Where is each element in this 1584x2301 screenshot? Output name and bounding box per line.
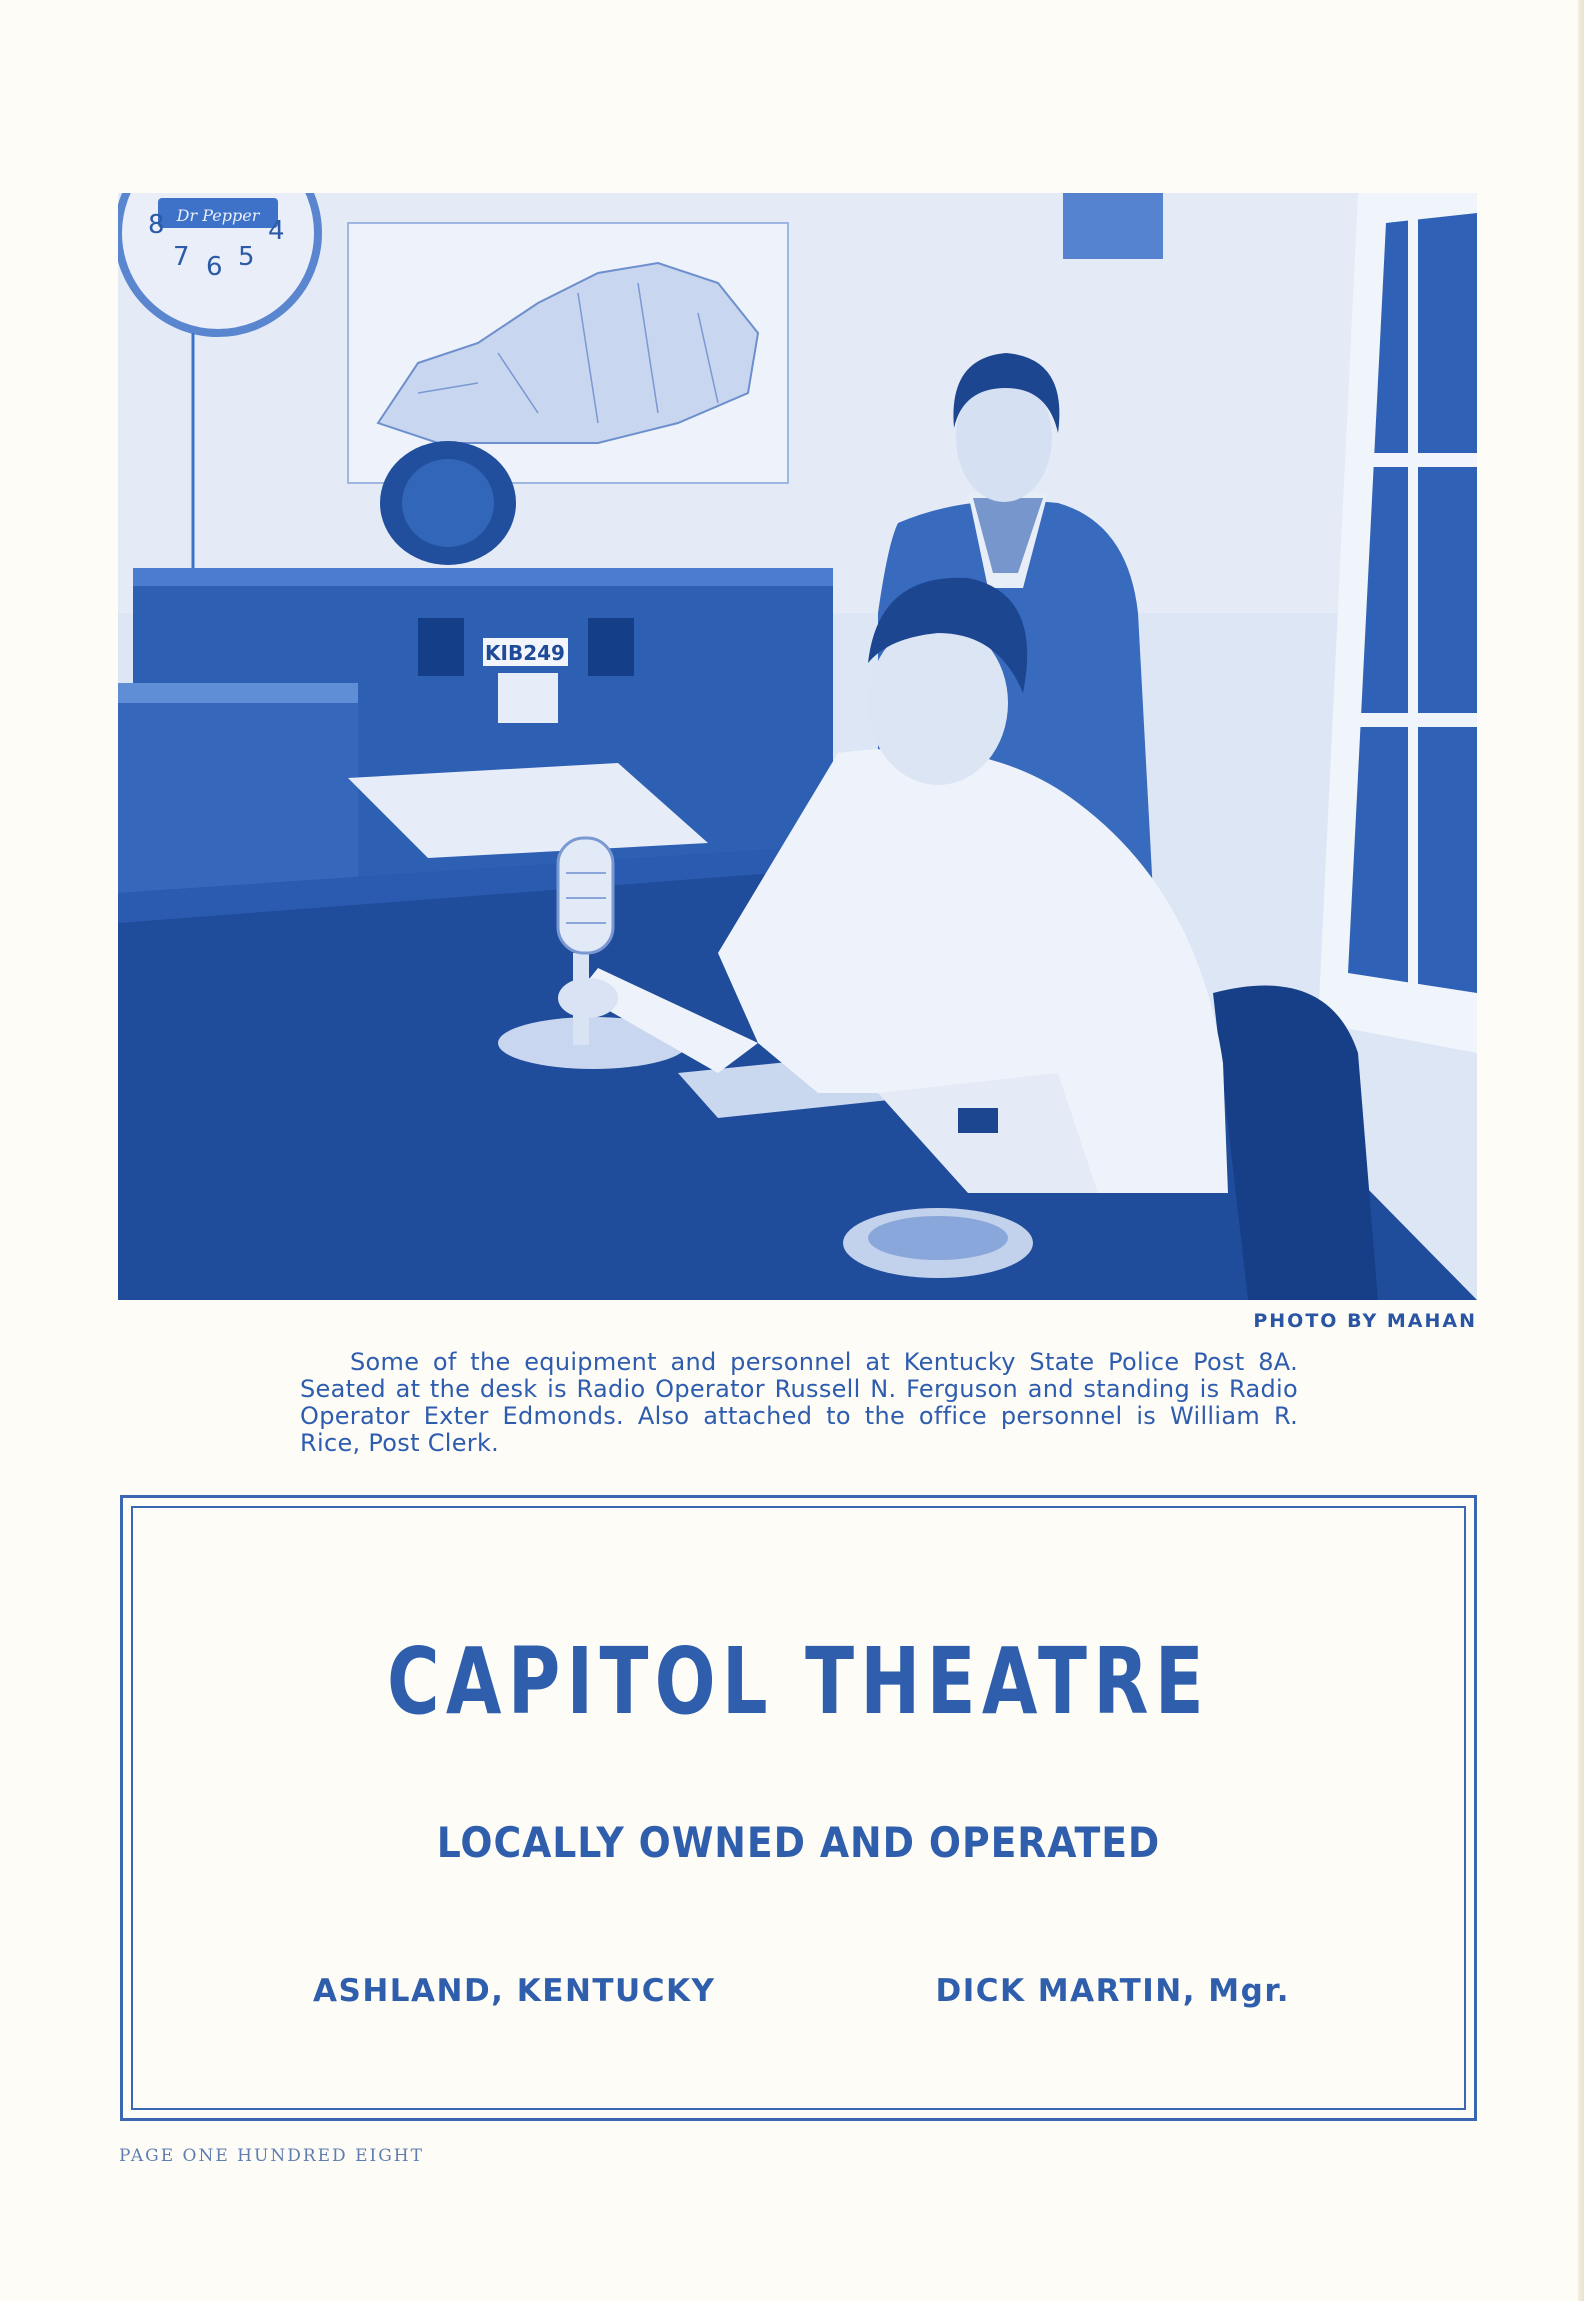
clock-numeral: 5 [238,242,255,272]
clock-numeral: 4 [268,216,285,246]
clock-numeral: 6 [206,252,223,282]
wall-picture [1063,193,1163,259]
photo-credit: PHOTO BY MAHAN [1253,1310,1477,1332]
ad-title: CAPITOL THEATRE [387,1628,1210,1735]
kentucky-map [348,223,788,483]
photo-caption: Some of the equipment and personnel at Kentucky State Police Post 8A. Seated at the desk is Radio Operator Russell N. Ferguson and standing is Radio Operator Exter Edmonds. Also attached to the office personnel is William R. Rice, Post Clerk. [300,1348,1298,1457]
page-number-footer: PAGE ONE HUNDRED EIGHT [119,2146,424,2166]
clock-numeral: 8 [148,210,165,240]
clock-numeral: 7 [173,242,190,272]
ad-subtitle: LOCALLY OWNED AND OPERATED [436,1818,1161,1867]
clock-brand: Dr Pepper [176,206,260,225]
ad-manager: DICK MARTIN, Mgr. [935,1973,1290,2009]
police-radio-room-photo [118,193,1477,1300]
capitol-theatre-advertisement [120,1495,1477,2121]
radio-call-sign: KIB249 [485,641,565,665]
ad-inner-border [131,1506,1466,2110]
page-edge [1578,0,1584,2301]
ad-location: ASHLAND, KENTUCKY [313,1973,716,2009]
